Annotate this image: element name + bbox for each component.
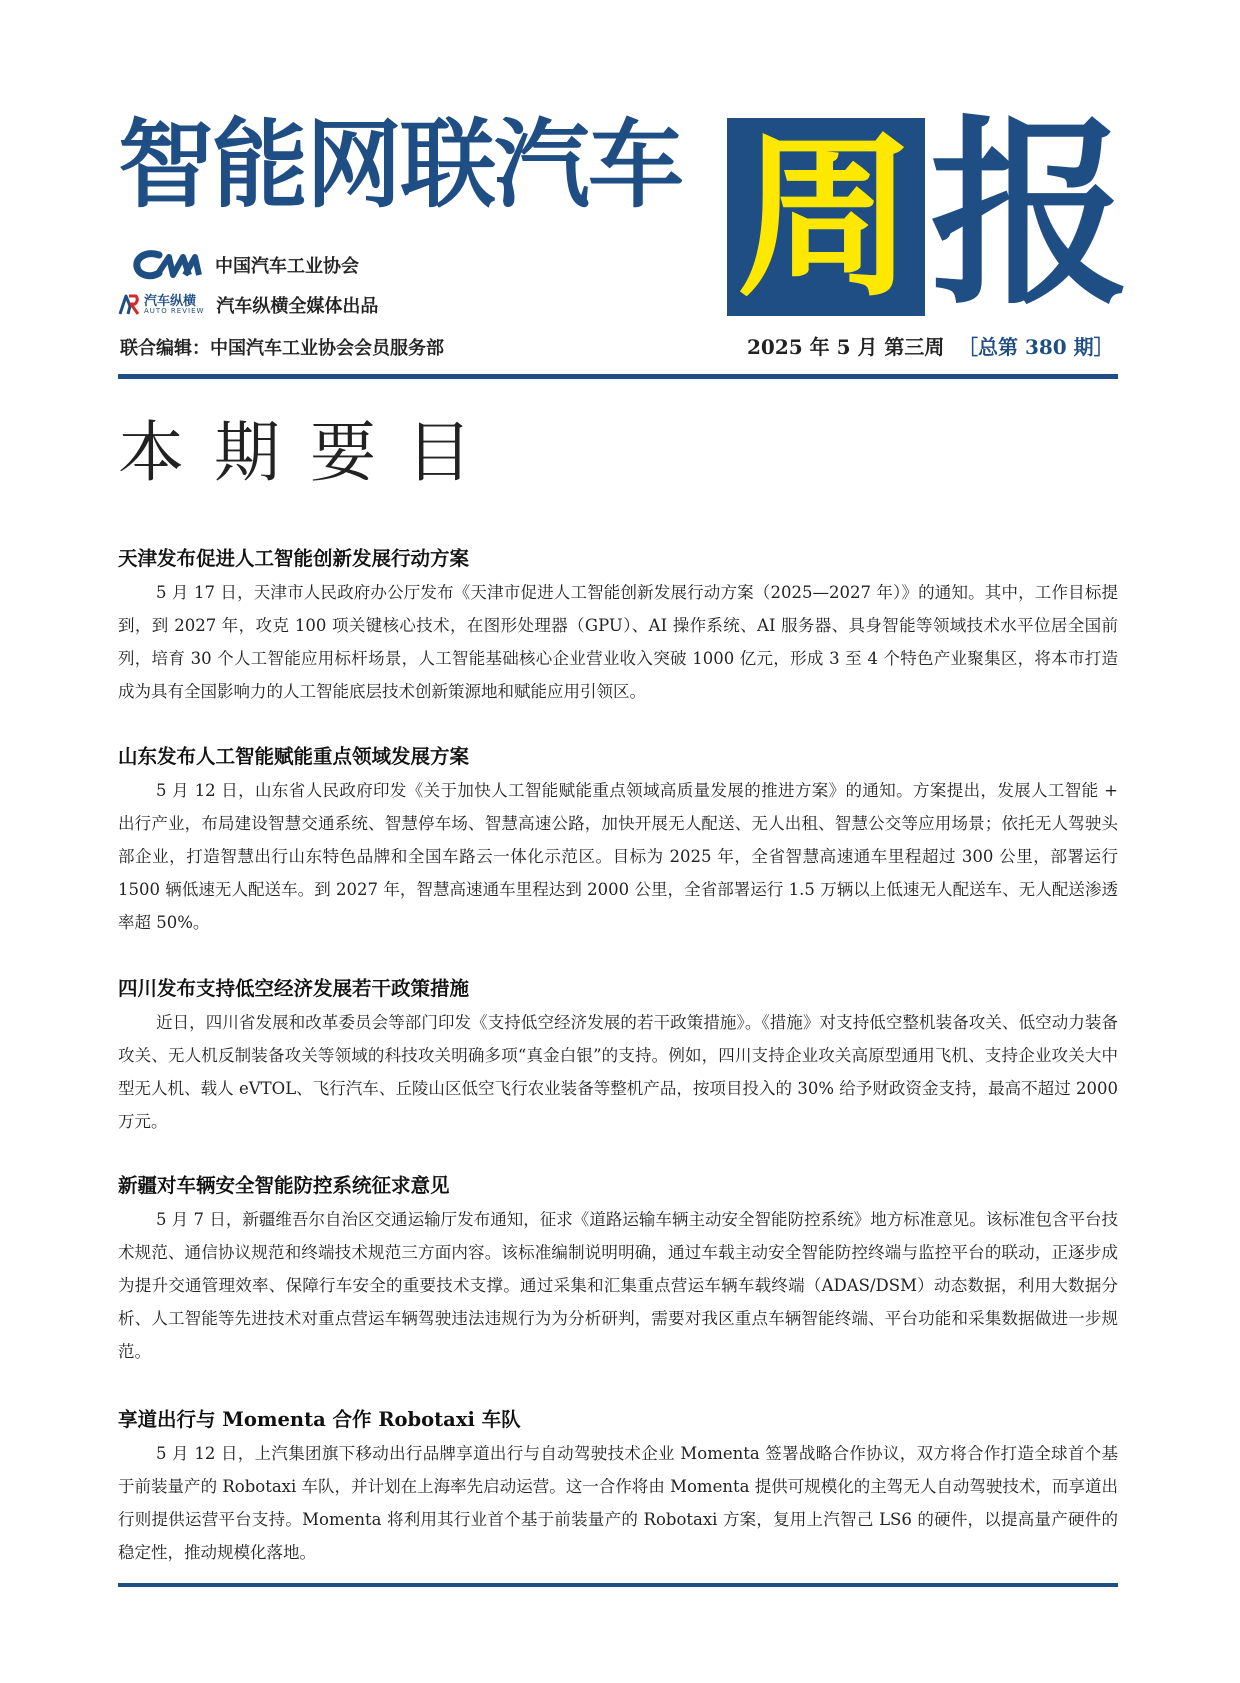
article-headline: 天津发布促进人工智能创新发展行动方案: [118, 547, 470, 570]
article-shandong: [118, 742, 1118, 939]
top-divider: [118, 374, 1118, 379]
org-auto-review: [118, 292, 378, 318]
article-body: 5 月 12 日，上汽集团旗下移动出行品牌享道出行与自动驾驶技术企业 Momenta 签署战略合作协议，双方将合作打造全球首个基于前装量产的 Robotaxi 车队，并计划在上海率先启动运营。这一合作将由 Momenta 提供可规模化的主驾无人自动驾驶技术，而享道出行则提供运营平台支持。Momenta 将利用其行业首个基于前装量产的 Robotaxi 方案，复用上汽智己 LS6 的硬件，以提高量产硬件的稳定性，推动规模化落地。: [118, 1444, 1118, 1562]
article-headline: 新疆对车辆安全智能防控系统征求意见: [118, 1174, 450, 1197]
article-headline: 山东发布人工智能赋能重点领域发展方案: [118, 745, 470, 768]
issue-date: 2025 年 5 月 第三周: [747, 335, 945, 359]
bottom-divider: [118, 1583, 1118, 1587]
section-title: 本期要目: [118, 414, 502, 491]
article-body: 近日，四川省发展和改革委员会等部门印发《支持低空经济发展的若干政策措施》。《措施》对支持低空整机装备攻关、低空动力装备攻关、无人机反制装备攻关等领域的科技攻关明确多项“真金白银”的支持。例如，四川支持企业攻关高原型通用飞机、支持企业攻关大中型无人机、载人 eVTOL、飞行汽车、丘陵山区低空飞行农业装备等整机产品，按项目投入的 30% 给予财政资金支持，最高不超过 2000 万元。: [118, 1013, 1118, 1131]
masthead-title: 智能网联汽车: [118, 109, 682, 221]
article-xinjiang: [118, 1171, 1118, 1368]
article-tianjin: [118, 544, 1118, 708]
article-headline: 四川发布支持低空经济发展若干政策措施: [118, 977, 470, 1000]
zhou-character: 周: [737, 112, 915, 321]
article-body: 5 月 7 日，新疆维吾尔自治区交通运输厅发布通知，征求《道路运输车辆主动安全智能防控系统》地方标准意见。该标准包含平台技术规范、通信协议规范和终端技术规范三方面内容。该标准编制说明明确，通过车载主动安全智能防控终端与监控平台的联动，正逐步成为提升交通管理效率、保障行车安全的重要技术支撑。通过采集和汇集重点营运车辆车载终端（ADAS/DSM）动态数据，利用大数据分析、人工智能等先进技术对重点营运车辆驾驶违法违规行为为分析研判，需要对我区重点车辆智能终端、平台功能和采集数据做进一步规范。: [118, 1210, 1118, 1361]
auto-review-logo-en: AUTO REVIEW: [144, 307, 205, 315]
weekly-badge: [727, 112, 925, 321]
auto-review-mark-icon: [118, 294, 140, 316]
org-caam: [133, 249, 359, 281]
caam-logo-icon: [133, 249, 203, 281]
org-auto-review-name: 汽车纵横全媒体出品: [216, 296, 379, 317]
issue-number: ［总第 380 期］: [958, 335, 1114, 359]
article-body: 5 月 12 日，山东省人民政府印发《关于加快人工智能赋能重点领域高质量发展的推进方案》的通知。方案提出，发展人工智能 + 出行产业，布局建设智慧交通系统、智慧停车场、智慧高速公路，加快开展无人配送、无人出租、智慧公交等应用场景；依托无人驾驶头部企业，打造智慧出行山东特色品牌和全国车路云一体化示范区。目标为 2025 年，全省智慧高速通车里程超过 300 公里，部署运行 1500 辆低速无人配送车。到 2027 年，智慧高速通车里程达到 2000 公里，全省部署运行 1.5 万辆以上低速无人配送车、无人配送渗透率超 50%。: [118, 781, 1118, 932]
auto-review-logo: [118, 294, 204, 316]
bao-character: 报: [930, 97, 1131, 332]
article-headline: 享道出行与 Momenta 合作 Robotaxi 车队: [118, 1408, 521, 1431]
article-sichuan: [118, 974, 1118, 1138]
org-caam-name: 中国汽车工业协会: [215, 256, 359, 277]
article-body: 5 月 17 日，天津市人民政府办公厅发布《天津市促进人工智能创新发展行动方案（2025—2027 年）》的通知。其中，工作目标提到，到 2027 年，攻克 100 项关键核心技术，在图形处理器（GPU）、AI 操作系统、AI 服务器、具身智能等领域技术水平位居全国前列，培育 30 个人工智能应用标杆场景，人工智能基础核心企业营业收入突破 1000 亿元，形成 3 至 4 个特色产业聚集区，将本市打造成为具有全国影响力的人工智能底层技术创新策源地和赋能应用引领区。: [118, 583, 1118, 701]
joint-editor: 联合编辑：中国汽车工业协会会员服务部: [120, 338, 444, 359]
auto-review-logo-cn: 汽车纵横: [144, 294, 197, 309]
article-xiangdao-momenta: [118, 1405, 1118, 1569]
